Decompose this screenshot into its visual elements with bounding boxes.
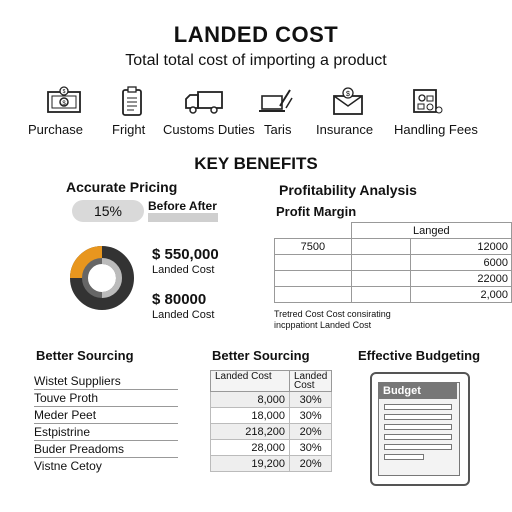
page-subtitle: Total total cost of importing a product xyxy=(125,52,387,69)
budget-field xyxy=(384,434,452,440)
svg-text:$: $ xyxy=(62,101,66,107)
list-item: Estpistrine xyxy=(34,424,178,441)
sourcing-cell: 18,000 xyxy=(211,408,290,424)
budget-field xyxy=(384,454,424,460)
landed-cost-label-2: Landed Cost xyxy=(152,309,215,321)
profit-cell xyxy=(351,255,410,271)
table-row xyxy=(211,392,332,408)
svg-text:$: $ xyxy=(62,89,66,95)
table-row xyxy=(211,440,332,456)
svg-text:$: $ xyxy=(346,91,350,98)
profitability-title: Profitability Analysis xyxy=(279,182,417,198)
list-item: Touve Proth xyxy=(34,390,178,407)
profit-cell xyxy=(351,239,410,255)
sourcing-cell: 20% xyxy=(290,424,332,440)
clipboard-icon xyxy=(114,86,150,116)
profit-cell xyxy=(275,287,352,303)
money-bill-icon xyxy=(46,86,82,116)
table-row xyxy=(211,408,332,424)
profit-note-1: Tretred Cost Cost consirating xyxy=(274,309,391,319)
budget-field xyxy=(384,424,452,430)
better-sourcing-list-title: Better Sourcing xyxy=(36,348,134,363)
sourcing-table xyxy=(210,370,332,472)
sourcing-cell: 20% xyxy=(290,456,332,472)
profit-cell xyxy=(275,271,352,287)
landed-cost-value-1: $ 550,000 xyxy=(152,246,219,263)
profit-cell: 12000 xyxy=(410,239,511,255)
page-title: LANDED COST xyxy=(173,22,339,47)
profit-cell: 2,000 xyxy=(410,287,511,303)
profit-margin-table xyxy=(274,222,512,303)
handling-fees-label: Handling Fees xyxy=(394,122,478,137)
profit-cell: 7500 xyxy=(275,239,352,255)
profit-col-header: Langed xyxy=(351,223,511,239)
sourcing-cell: 30% xyxy=(290,440,332,456)
profit-cell xyxy=(351,271,410,287)
profit-note-2: incppationt Landed Cost xyxy=(274,320,372,330)
budget-card-label: Budget xyxy=(379,383,457,399)
sourcing-cell: 28,000 xyxy=(211,440,290,456)
purchase-label: Purchase xyxy=(28,122,83,137)
sourcing-cell: 218,200 xyxy=(211,424,290,440)
profit-cell xyxy=(275,255,352,271)
table-row xyxy=(275,255,512,271)
before-after-bar xyxy=(148,213,218,222)
profit-cell: 6000 xyxy=(410,255,511,271)
sourcing-header-2: Landed Cost xyxy=(290,371,332,392)
insurance-label: Insurance xyxy=(316,122,374,137)
donut-hole xyxy=(90,266,114,290)
list-item: Vistne Cetoy xyxy=(34,459,102,473)
budget-field xyxy=(384,444,452,450)
list-item: Wistet Suppliers xyxy=(34,373,178,390)
list-item: Meder Peet xyxy=(34,407,178,424)
sourcing-cell: 30% xyxy=(290,392,332,408)
effective-budgeting-title: Effective Budgeting xyxy=(358,348,481,363)
landed-cost-donut xyxy=(68,244,136,312)
key-benefits-heading: KEY BENEFITS xyxy=(194,154,318,173)
handling-icon xyxy=(408,86,444,116)
table-header-row xyxy=(211,371,332,392)
better-sourcing-table-title: Better Sourcing xyxy=(212,348,310,363)
truck-icon xyxy=(184,86,224,116)
customs-duties-label: Customs Duties xyxy=(163,122,255,137)
table-row xyxy=(275,223,512,239)
percent-pill: 15% xyxy=(72,200,144,222)
accurate-pricing-title: Accurate Pricing xyxy=(66,179,178,195)
table-row xyxy=(275,271,512,287)
budget-field xyxy=(384,414,452,420)
table-row xyxy=(275,287,512,303)
sourcing-cell: 8,000 xyxy=(211,392,290,408)
profit-cell xyxy=(351,287,410,303)
sourcing-header-1: Landed Cost xyxy=(211,371,290,392)
table-row xyxy=(211,456,332,472)
landed-cost-label-1: Landed Cost xyxy=(152,264,215,276)
budget-field xyxy=(384,404,452,410)
laptop-pen-icon xyxy=(258,86,294,116)
table-row xyxy=(211,424,332,440)
profit-cell: 22000 xyxy=(410,271,511,287)
sourcing-cell: 30% xyxy=(290,408,332,424)
table-row xyxy=(275,239,512,255)
fright-label: Fright xyxy=(112,122,146,137)
taris-label: Taris xyxy=(264,122,292,137)
profit-margin-subtitle: Profit Margin xyxy=(276,204,357,219)
list-item: Buder Preadoms xyxy=(34,441,178,458)
sourcing-cell: 19,200 xyxy=(211,456,290,472)
envelope-icon xyxy=(330,86,366,116)
landed-cost-value-2: $ 80000 xyxy=(152,291,207,308)
before-after-label: Before After xyxy=(148,199,217,213)
